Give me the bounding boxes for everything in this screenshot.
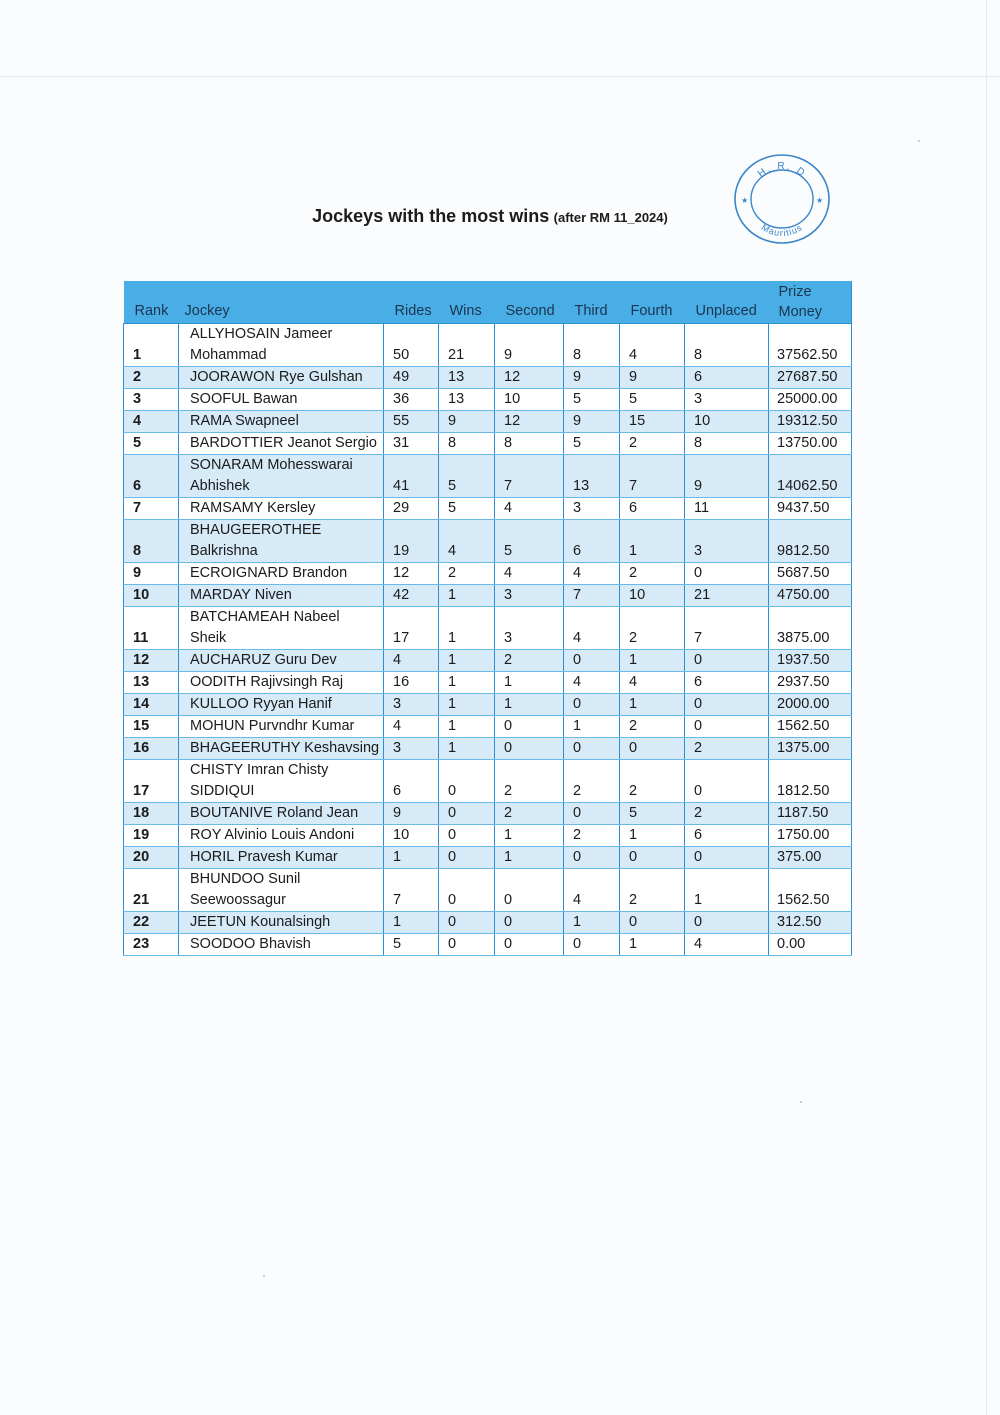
cell-second: 2 <box>495 760 564 803</box>
jockey-name-line1: BATCHAMEAH Nabeel <box>190 609 340 625</box>
scan-speck <box>263 1275 265 1277</box>
cell-third: 7 <box>564 585 620 607</box>
cell-wins: 0 <box>439 847 495 869</box>
cell-second: 0 <box>495 934 564 956</box>
svg-text:Mauritius <box>760 222 805 238</box>
jockey-name-line1: MOHUN Purvndhr Kumar <box>190 718 355 734</box>
cell-wins: 2 <box>439 563 495 585</box>
cell-prize: 1562.50 <box>769 716 852 738</box>
jockey-name-line1: OODITH Rajivsingh Raj <box>190 674 344 690</box>
cell-wins: 1 <box>439 672 495 694</box>
cell-rides: 12 <box>384 563 439 585</box>
cell-third: 9 <box>564 367 620 389</box>
cell-jockey <box>179 672 384 694</box>
cell-third: 4 <box>564 563 620 585</box>
cell-third: 4 <box>564 869 620 912</box>
header-third: Third <box>564 281 620 324</box>
cell-third: 4 <box>564 607 620 650</box>
cell-unplaced: 6 <box>685 672 769 694</box>
cell-rides: 50 <box>384 324 439 367</box>
cell-prize: 25000.00 <box>769 389 852 411</box>
document-title <box>0 206 980 227</box>
cell-second: 8 <box>495 433 564 455</box>
cell-third: 8 <box>564 324 620 367</box>
cell-third: 5 <box>564 389 620 411</box>
cell-third: 9 <box>564 411 620 433</box>
header-fourth: Fourth <box>620 281 685 324</box>
table-row <box>124 869 852 912</box>
cell-prize: 1562.50 <box>769 869 852 912</box>
table-row <box>124 411 852 433</box>
page-edge <box>986 0 987 1415</box>
cell-unplaced: 8 <box>685 433 769 455</box>
cell-wins: 0 <box>439 912 495 934</box>
cell-second: 0 <box>495 716 564 738</box>
jockey-name-line1: AUCHARUZ Guru Dev <box>190 652 337 668</box>
hrd-stamp-seal <box>732 152 832 247</box>
cell-rank: 23 <box>124 934 179 956</box>
table-row <box>124 563 852 585</box>
table-row <box>124 672 852 694</box>
cell-rides: 4 <box>384 650 439 672</box>
table-row <box>124 324 852 367</box>
cell-rides: 4 <box>384 716 439 738</box>
jockey-name-line1: SONARAM Mohesswarai <box>190 457 353 473</box>
cell-fourth: 5 <box>620 803 685 825</box>
cell-unplaced: 0 <box>685 650 769 672</box>
scan-speck <box>800 1101 802 1103</box>
cell-prize: 3875.00 <box>769 607 852 650</box>
cell-jockey <box>179 716 384 738</box>
cell-jockey <box>179 498 384 520</box>
cell-jockey <box>179 411 384 433</box>
cell-jockey <box>179 367 384 389</box>
cell-second: 9 <box>495 324 564 367</box>
cell-fourth: 0 <box>620 738 685 760</box>
cell-second: 2 <box>495 650 564 672</box>
table-row <box>124 367 852 389</box>
cell-rank: 7 <box>124 498 179 520</box>
cell-rides: 3 <box>384 694 439 716</box>
cell-rides: 55 <box>384 411 439 433</box>
cell-third: 13 <box>564 455 620 498</box>
jockey-name-line1: BARDOTTIER Jeanot Sergio <box>190 435 377 451</box>
cell-second: 1 <box>495 672 564 694</box>
table-row <box>124 389 852 411</box>
cell-rank: 21 <box>124 869 179 912</box>
cell-rank: 2 <box>124 367 179 389</box>
scan-speck <box>918 140 920 142</box>
cell-wins: 4 <box>439 520 495 563</box>
cell-unplaced: 0 <box>685 716 769 738</box>
cell-second: 4 <box>495 563 564 585</box>
cell-jockey <box>179 324 384 367</box>
cell-prize: 13750.00 <box>769 433 852 455</box>
cell-jockey <box>179 520 384 563</box>
cell-rides: 16 <box>384 672 439 694</box>
stamp-top-text: H. R. D <box>755 161 809 180</box>
cell-second: 3 <box>495 607 564 650</box>
table-row <box>124 607 852 650</box>
cell-third: 0 <box>564 650 620 672</box>
cell-second: 2 <box>495 803 564 825</box>
cell-third: 5 <box>564 433 620 455</box>
cell-wins: 5 <box>439 498 495 520</box>
cell-rank: 8 <box>124 520 179 563</box>
cell-wins: 9 <box>439 411 495 433</box>
cell-unplaced: 9 <box>685 455 769 498</box>
jockey-name-line1: RAMSAMY Kersley <box>190 500 316 516</box>
cell-rank: 17 <box>124 760 179 803</box>
cell-wins: 1 <box>439 738 495 760</box>
cell-wins: 1 <box>439 716 495 738</box>
cell-rank: 22 <box>124 912 179 934</box>
cell-second: 12 <box>495 411 564 433</box>
cell-rank: 9 <box>124 563 179 585</box>
cell-rides: 19 <box>384 520 439 563</box>
table-row <box>124 738 852 760</box>
cell-rides: 6 <box>384 760 439 803</box>
cell-rank: 1 <box>124 324 179 367</box>
header-prize-money-label: Prize Money <box>778 284 823 320</box>
cell-jockey <box>179 912 384 934</box>
jockey-name-line1: HORIL Pravesh Kumar <box>190 849 338 865</box>
title-main: Jockeys with the most wins <box>312 206 550 226</box>
table-row <box>124 585 852 607</box>
cell-rides: 29 <box>384 498 439 520</box>
cell-fourth: 2 <box>620 869 685 912</box>
cell-jockey <box>179 585 384 607</box>
jockey-name-line1: CHISTY Imran Chisty <box>190 762 329 778</box>
cell-third: 2 <box>564 760 620 803</box>
cell-rank: 6 <box>124 455 179 498</box>
jockey-name-line1: ROY Alvinio Louis Andoni <box>190 827 355 843</box>
cell-rides: 3 <box>384 738 439 760</box>
cell-wins: 1 <box>439 607 495 650</box>
cell-unplaced: 2 <box>685 803 769 825</box>
cell-second: 1 <box>495 847 564 869</box>
cell-fourth: 7 <box>620 455 685 498</box>
cell-rides: 17 <box>384 607 439 650</box>
cell-rank: 4 <box>124 411 179 433</box>
cell-third: 0 <box>564 934 620 956</box>
cell-prize: 375.00 <box>769 847 852 869</box>
cell-jockey <box>179 694 384 716</box>
table-row <box>124 433 852 455</box>
jockey-name-line1: SOOFUL Bawan <box>190 391 298 407</box>
jockey-name-line2: Sheik <box>190 630 227 646</box>
cell-prize: 37562.50 <box>769 324 852 367</box>
cell-third: 6 <box>564 520 620 563</box>
cell-wins: 1 <box>439 650 495 672</box>
cell-rank: 19 <box>124 825 179 847</box>
header-prize-money <box>769 281 852 324</box>
cell-fourth: 0 <box>620 847 685 869</box>
cell-fourth: 1 <box>620 825 685 847</box>
cell-jockey <box>179 607 384 650</box>
table-row <box>124 498 852 520</box>
cell-jockey <box>179 825 384 847</box>
table-row <box>124 650 852 672</box>
table-row <box>124 716 852 738</box>
cell-rides: 41 <box>384 455 439 498</box>
cell-unplaced: 11 <box>685 498 769 520</box>
cell-fourth: 1 <box>620 694 685 716</box>
cell-unplaced: 7 <box>685 607 769 650</box>
svg-text:H. R. D <box>756 161 808 180</box>
cell-third: 0 <box>564 738 620 760</box>
cell-rank: 5 <box>124 433 179 455</box>
cell-fourth: 1 <box>620 520 685 563</box>
cell-unplaced: 2 <box>685 738 769 760</box>
cell-prize: 9812.50 <box>769 520 852 563</box>
cell-prize: 2937.50 <box>769 672 852 694</box>
cell-wins: 0 <box>439 760 495 803</box>
cell-rides: 10 <box>384 825 439 847</box>
cell-wins: 21 <box>439 324 495 367</box>
cell-fourth: 1 <box>620 650 685 672</box>
cell-unplaced: 10 <box>685 411 769 433</box>
cell-fourth: 1 <box>620 934 685 956</box>
cell-wins: 0 <box>439 934 495 956</box>
cell-second: 5 <box>495 520 564 563</box>
cell-wins: 8 <box>439 433 495 455</box>
jockey-name-line2: Mohammad <box>190 347 267 363</box>
header-rides: Rides <box>384 281 439 324</box>
jockey-name-line1: BOUTANIVE Roland Jean <box>190 805 359 821</box>
cell-unplaced: 21 <box>685 585 769 607</box>
cell-wins: 0 <box>439 869 495 912</box>
cell-unplaced: 3 <box>685 389 769 411</box>
title-subtitle: (after RM 11_2024) <box>553 210 668 225</box>
cell-second: 0 <box>495 912 564 934</box>
header-wins: Wins <box>439 281 495 324</box>
table-row <box>124 694 852 716</box>
cell-rides: 5 <box>384 934 439 956</box>
jockey-name-line1: JEETUN Kounalsingh <box>190 914 331 930</box>
cell-third: 0 <box>564 847 620 869</box>
cell-rides: 1 <box>384 912 439 934</box>
cell-prize: 312.50 <box>769 912 852 934</box>
cell-jockey <box>179 650 384 672</box>
cell-prize: 5687.50 <box>769 563 852 585</box>
scan-fold-line <box>0 76 1000 77</box>
cell-third: 0 <box>564 694 620 716</box>
jockey-name-line1: ALLYHOSAIN Jameer <box>190 326 333 342</box>
table-row <box>124 455 852 498</box>
jockey-name-line1: RAMA Swapneel <box>190 413 299 429</box>
table-header-row <box>124 281 852 324</box>
cell-prize: 14062.50 <box>769 455 852 498</box>
cell-wins: 13 <box>439 367 495 389</box>
cell-jockey <box>179 563 384 585</box>
cell-second: 12 <box>495 367 564 389</box>
cell-jockey <box>179 934 384 956</box>
cell-rides: 49 <box>384 367 439 389</box>
jockey-name-line1: ECROIGNARD Brandon <box>190 565 348 581</box>
cell-jockey <box>179 433 384 455</box>
cell-prize: 1937.50 <box>769 650 852 672</box>
cell-wins: 1 <box>439 585 495 607</box>
table-row <box>124 520 852 563</box>
cell-fourth: 2 <box>620 433 685 455</box>
cell-rides: 1 <box>384 847 439 869</box>
cell-fourth: 2 <box>620 760 685 803</box>
cell-rank: 15 <box>124 716 179 738</box>
cell-fourth: 5 <box>620 389 685 411</box>
cell-fourth: 2 <box>620 716 685 738</box>
cell-fourth: 2 <box>620 563 685 585</box>
cell-fourth: 2 <box>620 607 685 650</box>
cell-jockey <box>179 847 384 869</box>
stamp-star-right: ★ <box>816 196 824 205</box>
cell-second: 1 <box>495 694 564 716</box>
table-row <box>124 847 852 869</box>
cell-fourth: 9 <box>620 367 685 389</box>
jockey-name-line1: BHUNDOO Sunil <box>190 871 301 887</box>
cell-rides: 31 <box>384 433 439 455</box>
cell-rides: 36 <box>384 389 439 411</box>
cell-jockey <box>179 455 384 498</box>
cell-second: 0 <box>495 738 564 760</box>
cell-rank: 10 <box>124 585 179 607</box>
cell-rank: 13 <box>124 672 179 694</box>
cell-prize: 1750.00 <box>769 825 852 847</box>
cell-rank: 3 <box>124 389 179 411</box>
cell-rides: 42 <box>384 585 439 607</box>
cell-jockey <box>179 389 384 411</box>
cell-unplaced: 6 <box>685 367 769 389</box>
cell-prize: 0.00 <box>769 934 852 956</box>
cell-fourth: 6 <box>620 498 685 520</box>
cell-unplaced: 4 <box>685 934 769 956</box>
cell-unplaced: 0 <box>685 912 769 934</box>
cell-unplaced: 0 <box>685 563 769 585</box>
cell-second: 0 <box>495 869 564 912</box>
table-row <box>124 803 852 825</box>
cell-unplaced: 1 <box>685 869 769 912</box>
cell-unplaced: 8 <box>685 324 769 367</box>
cell-prize: 4750.00 <box>769 585 852 607</box>
table-row <box>124 912 852 934</box>
cell-rank: 20 <box>124 847 179 869</box>
cell-rank: 16 <box>124 738 179 760</box>
cell-prize: 9437.50 <box>769 498 852 520</box>
cell-second: 3 <box>495 585 564 607</box>
cell-prize: 2000.00 <box>769 694 852 716</box>
cell-second: 10 <box>495 389 564 411</box>
cell-wins: 5 <box>439 455 495 498</box>
header-jockey: Jockey <box>179 281 384 324</box>
jockey-name-line1: MARDAY Niven <box>190 587 292 603</box>
cell-third: 2 <box>564 825 620 847</box>
table-body <box>124 324 852 956</box>
header-second: Second <box>495 281 564 324</box>
table-row <box>124 760 852 803</box>
jockey-name-line1: SOODOO Bhavish <box>190 936 311 952</box>
jockey-name-line1: BHAUGEEROTHEE <box>190 522 322 538</box>
cell-third: 3 <box>564 498 620 520</box>
cell-rank: 11 <box>124 607 179 650</box>
cell-wins: 0 <box>439 803 495 825</box>
jockey-name-line2: Balkrishna <box>190 543 258 559</box>
jockey-name-line2: SIDDIQUI <box>190 783 255 799</box>
cell-prize: 19312.50 <box>769 411 852 433</box>
jockey-name-line1: KULLOO Ryyan Hanif <box>190 696 332 712</box>
cell-unplaced: 0 <box>685 760 769 803</box>
cell-fourth: 15 <box>620 411 685 433</box>
cell-prize: 1812.50 <box>769 760 852 803</box>
cell-jockey <box>179 738 384 760</box>
stamp-bottom-text: Mauritius <box>759 222 805 239</box>
cell-wins: 13 <box>439 389 495 411</box>
cell-fourth: 0 <box>620 912 685 934</box>
cell-third: 0 <box>564 803 620 825</box>
cell-unplaced: 3 <box>685 520 769 563</box>
cell-rank: 14 <box>124 694 179 716</box>
cell-second: 7 <box>495 455 564 498</box>
cell-wins: 0 <box>439 825 495 847</box>
cell-fourth: 4 <box>620 672 685 694</box>
jockey-name-line2: Abhishek <box>190 478 250 494</box>
cell-unplaced: 0 <box>685 694 769 716</box>
cell-third: 4 <box>564 672 620 694</box>
cell-third: 1 <box>564 716 620 738</box>
cell-second: 1 <box>495 825 564 847</box>
cell-prize: 1187.50 <box>769 803 852 825</box>
cell-unplaced: 0 <box>685 847 769 869</box>
cell-rank: 18 <box>124 803 179 825</box>
cell-prize: 1375.00 <box>769 738 852 760</box>
cell-wins: 1 <box>439 694 495 716</box>
cell-jockey <box>179 803 384 825</box>
cell-rides: 7 <box>384 869 439 912</box>
cell-prize: 27687.50 <box>769 367 852 389</box>
header-unplaced: Unplaced <box>685 281 769 324</box>
cell-jockey <box>179 760 384 803</box>
header-rank: Rank <box>124 281 179 324</box>
cell-rank: 12 <box>124 650 179 672</box>
cell-fourth: 10 <box>620 585 685 607</box>
jockey-standings-table <box>123 281 852 956</box>
cell-unplaced: 6 <box>685 825 769 847</box>
table-row <box>124 934 852 956</box>
cell-fourth: 4 <box>620 324 685 367</box>
cell-jockey <box>179 869 384 912</box>
table-row <box>124 825 852 847</box>
jockey-name-line1: BHAGEERUTHY Keshavsing <box>190 740 380 756</box>
cell-second: 4 <box>495 498 564 520</box>
jockey-name-line2: Seewoossagur <box>190 892 286 908</box>
cell-rides: 9 <box>384 803 439 825</box>
cell-third: 1 <box>564 912 620 934</box>
jockey-name-line1: JOORAWON Rye Gulshan <box>190 369 363 385</box>
stamp-star-left: ★ <box>741 196 749 205</box>
